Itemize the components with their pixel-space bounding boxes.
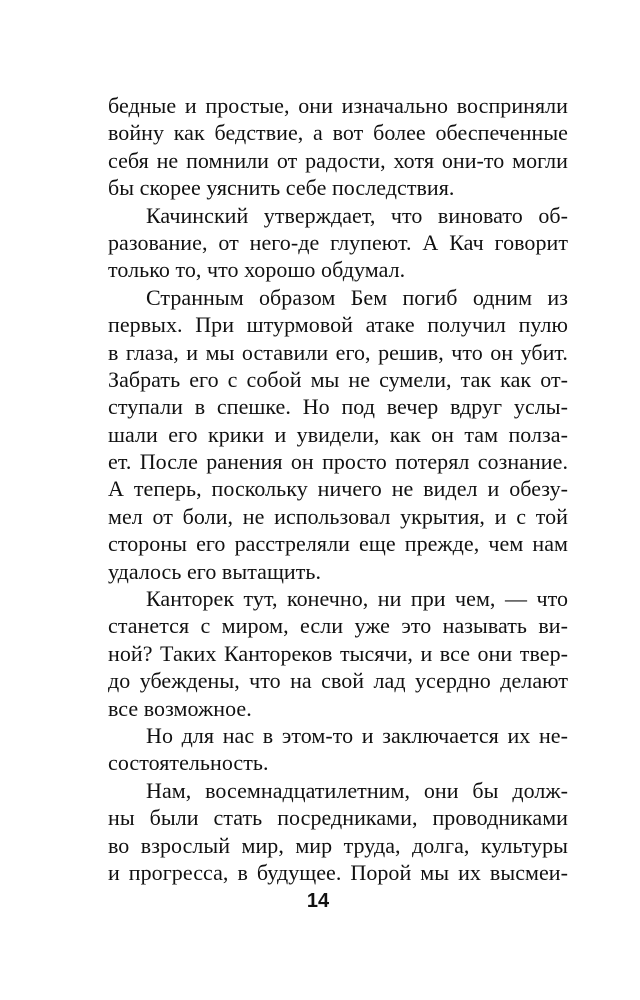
page-number: 14 bbox=[306, 890, 330, 912]
text-line: бедные и простые, они изначально восприняли bbox=[108, 93, 568, 118]
text-line: бы скорее уяснить себе последствия. bbox=[108, 175, 455, 201]
text-line: А теперь, поскольку ничего не видел и обезу- bbox=[108, 476, 568, 502]
text-line: состоятельность. bbox=[108, 750, 269, 776]
text-line: Но для нас в этом-то и заключается их не- bbox=[146, 722, 568, 748]
text-line: стороны его расстреляли еще прежде, чем нам bbox=[108, 531, 568, 557]
text-line: себя не помнили от радости, хотя они-то могли bbox=[108, 147, 568, 173]
text-line: Канторек тут, конечно, ни при чем, — что bbox=[146, 586, 568, 612]
text-line: Забрать его с собой мы не сумели, так как от- bbox=[108, 366, 568, 392]
text-line: ступали в спешке. Но под вечер вдруг услы- bbox=[108, 394, 568, 420]
text-line: ной? Таких Кантореков тысячи, и все они твер- bbox=[108, 640, 568, 666]
text-line: мел от боли, не использовал укрытия, и с той bbox=[108, 503, 568, 529]
text-line: станется с миром, если уже это называть ви- bbox=[108, 613, 568, 639]
text-line: и прогресса, в будущее. Порой мы их высмеи- bbox=[108, 859, 568, 885]
text-line: все возможное. bbox=[108, 695, 252, 721]
text-line: шали его крики и увидели, как он там полза- bbox=[108, 421, 568, 447]
body-text bbox=[108, 92, 568, 886]
text-line: ны были стать посредниками, проводниками bbox=[108, 805, 568, 831]
text-line: в глаза, и мы оставили его, решив, что он убит. bbox=[108, 339, 568, 365]
text-line: во взрослый мир, мир труда, долга, культуры bbox=[108, 832, 568, 858]
text-line: удалось его вытащить. bbox=[108, 558, 322, 584]
text-line: до убеждены, что на свой лад усердно делают bbox=[108, 668, 568, 694]
text-line: первых. При штурмовой атаке получил пулю bbox=[108, 312, 568, 338]
text-line: Качинский утверждает, что виновато об- bbox=[146, 202, 568, 228]
text-line: Нам, восемнадцатилетним, они бы долж- bbox=[146, 777, 568, 803]
text-line: только то, что хорошо обдумал. bbox=[108, 257, 406, 283]
text-line: Странным образом Бем погиб одним из bbox=[146, 284, 568, 310]
text-line: ет. После ранения он просто потерял сознание. bbox=[108, 449, 568, 475]
text-line: войну как бедствие, а вот более обеспеченные bbox=[108, 120, 568, 146]
text-line: разование, от него-де глупеют. А Кач говорит bbox=[108, 229, 568, 255]
